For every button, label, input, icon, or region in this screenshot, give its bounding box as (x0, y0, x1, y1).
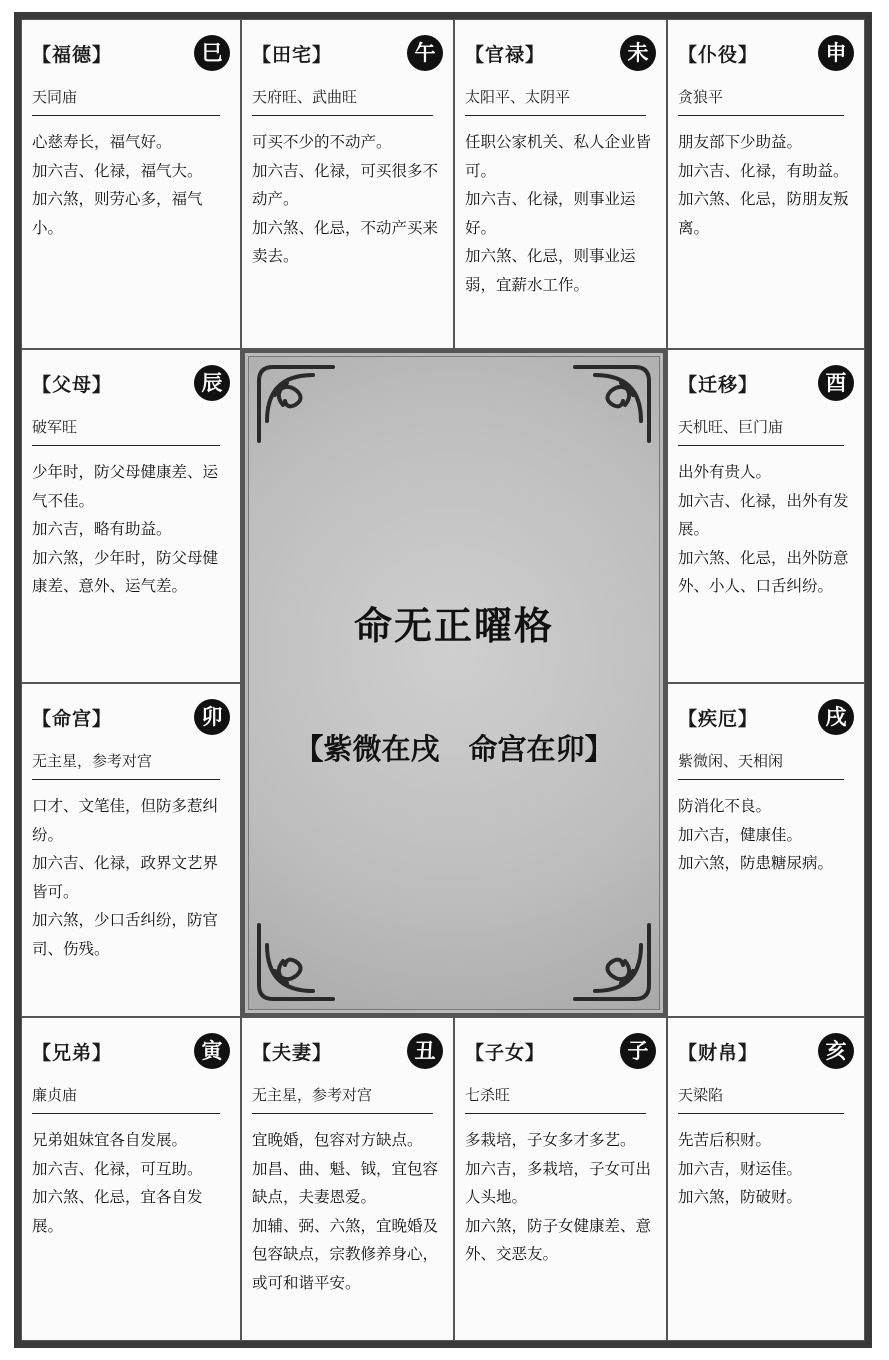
desc-line: 加六吉，多栽培，子女可出人头地。 (465, 1159, 652, 1206)
desc-line: 出外有贵人。 (678, 463, 772, 481)
desc-line: 防消化不良。 (678, 797, 772, 815)
desc-line: 口才、文笔佳，但防多惹纠纷。 (32, 797, 219, 844)
palace-fumu (21, 349, 241, 683)
palace-description (465, 1126, 652, 1269)
desc-line: 加六煞、化忌，出外防意外、小人、口舌纠纷。 (678, 548, 849, 595)
palace-name: 【财帛】 (678, 1042, 759, 1064)
earthly-branch-badge: 丑 (407, 1033, 443, 1069)
desc-line: 加六吉、化禄，福气大。 (32, 161, 203, 180)
palace-name: 【兄弟】 (32, 1042, 113, 1064)
desc-line: 宜晚婚，包容对方缺点。 (252, 1131, 423, 1149)
earthly-branch-badge: 申 (818, 35, 854, 71)
desc-line: 加昌、曲、魁、钺，宜包容缺点，夫妻恩爱。 (252, 1159, 439, 1206)
earthly-branch-badge: 辰 (194, 365, 230, 401)
palace-name: 【疾厄】 (678, 708, 759, 730)
palace-description (32, 458, 226, 601)
palace-name: 【子女】 (465, 1042, 546, 1064)
palace-puyi (667, 19, 865, 349)
desc-line: 加六煞，则劳心多，福气小。 (32, 190, 203, 237)
palace-stars: 无主星，参考对宫 (32, 750, 220, 780)
palace-minggong (21, 683, 241, 1017)
palace-jie (667, 683, 865, 1017)
earthly-branch-badge: 酉 (818, 365, 854, 401)
corner-ornament-bottom-left (253, 919, 339, 1005)
palace-description (465, 128, 652, 299)
palace-description (678, 458, 850, 601)
palace-stars: 紫微闲、天相闲 (678, 750, 844, 780)
desc-line: 兄弟姐妹宜各自发展。 (32, 1131, 188, 1149)
palace-description (32, 792, 226, 963)
desc-line: 加六煞、化忌，则事业运弱，宜薪水工作。 (465, 247, 636, 294)
palace-description (32, 1126, 226, 1240)
palace-stars: 太阳平、太阴平 (465, 86, 646, 116)
desc-line: 加六吉、化禄，有助益。 (678, 161, 849, 180)
desc-line: 加六煞、化忌，宜各自发展。 (32, 1188, 203, 1235)
desc-line: 可买不少的不动产。 (252, 133, 392, 151)
desc-line: 加辅、弼、六煞，宜晚婚及包容缺点，宗教修养身心，或可和谐平安。 (252, 1216, 439, 1292)
palace-stars: 七杀旺 (465, 1084, 646, 1114)
palace-stars: 天梁陷 (678, 1084, 844, 1114)
desc-line: 加六煞，少口舌纠纷，防官司、伤残。 (32, 911, 219, 958)
chart-subtitle: 【紫微在戌 命宫在卯】 (294, 732, 614, 766)
palace-stars: 无主星，参考对宫 (252, 1084, 433, 1114)
palace-name: 【父母】 (32, 374, 113, 396)
palace-stars: 天府旺、武曲旺 (252, 86, 433, 116)
corner-ornament-top-right (569, 361, 655, 447)
earthly-branch-badge: 卯 (194, 699, 230, 735)
palace-name: 【官禄】 (465, 44, 546, 66)
palace-stars: 贪狼平 (678, 86, 844, 116)
palace-qianyi (667, 349, 865, 683)
desc-line: 加六煞，少年时，防父母健康差、意外、运气差。 (32, 548, 219, 595)
earthly-branch-badge: 寅 (194, 1033, 230, 1069)
desc-line: 加六煞，防患糖尿病。 (678, 854, 834, 872)
palace-name: 【田宅】 (252, 44, 333, 66)
palace-zinv (454, 1017, 667, 1341)
palace-name: 【迁移】 (678, 374, 759, 396)
palace-stars: 破军旺 (32, 416, 220, 446)
desc-line: 加六吉，健康佳。 (678, 825, 803, 844)
desc-line: 任职公家机关、私人企业皆可。 (465, 133, 652, 180)
palace-xiongdi (21, 1017, 241, 1341)
palace-description (252, 1126, 439, 1297)
palace-tianzhai (241, 19, 454, 349)
desc-line: 朋友部下少助益。 (678, 133, 803, 151)
desc-line: 多栽培，子女多才多艺。 (465, 1131, 636, 1149)
earthly-branch-badge: 子 (620, 1033, 656, 1069)
palace-name: 【夫妻】 (252, 1042, 333, 1064)
earthly-branch-badge: 戌 (818, 699, 854, 735)
palace-name: 【福德】 (32, 44, 113, 66)
chart-title: 命无正曜格 (353, 604, 554, 648)
palace-caibo (667, 1017, 865, 1341)
earthly-branch-badge: 午 (407, 35, 443, 71)
palace-stars: 廉贞庙 (32, 1084, 220, 1114)
desc-line: 少年时，防父母健康差、运气不佳。 (32, 463, 219, 510)
palace-description (678, 128, 850, 242)
desc-line: 加六吉，略有助益。 (32, 520, 172, 538)
center-panel-inner (248, 356, 660, 1010)
palace-stars: 天机旺、巨门庙 (678, 416, 844, 446)
desc-line: 先苦后积财。 (678, 1131, 772, 1149)
earthly-branch-badge: 未 (620, 35, 656, 71)
desc-line: 加六吉，财运佳。 (678, 1159, 803, 1178)
palace-description (678, 792, 850, 878)
desc-line: 加六吉、化禄，政界文艺界皆可。 (32, 854, 219, 901)
desc-line: 加六吉、化禄，可互助。 (32, 1159, 203, 1178)
desc-line: 加六吉、化禄，可买很多不动产。 (252, 161, 439, 208)
desc-line: 加六煞、化忌，不动产买来卖去。 (252, 218, 439, 265)
desc-line: 加六煞、化忌，防朋友叛离。 (678, 190, 849, 237)
center-panel (241, 349, 667, 1017)
corner-ornament-top-left (253, 361, 339, 447)
palace-fuqi (241, 1017, 454, 1341)
corner-ornament-bottom-right (569, 919, 655, 1005)
palace-name: 【仆役】 (678, 44, 759, 66)
desc-line: 加六煞，防子女健康差、意外、交恶友。 (465, 1216, 652, 1263)
palace-description (678, 1126, 850, 1212)
palace-stars: 天同庙 (32, 86, 220, 116)
desc-line: 加六吉、化禄，则事业运好。 (465, 190, 636, 237)
palace-guanlu (454, 19, 667, 349)
desc-line: 加六吉、化禄，出外有发展。 (678, 491, 849, 538)
earthly-branch-badge: 亥 (818, 1033, 854, 1069)
palace-description (252, 128, 439, 271)
palace-name: 【命宫】 (32, 708, 113, 730)
chart-frame (14, 12, 872, 1348)
palace-fude (21, 19, 241, 349)
desc-line: 心慈寿长，福气好。 (32, 133, 172, 151)
palace-description (32, 128, 226, 242)
desc-line: 加六煞，防破财。 (678, 1188, 803, 1206)
earthly-branch-badge: 巳 (194, 35, 230, 71)
